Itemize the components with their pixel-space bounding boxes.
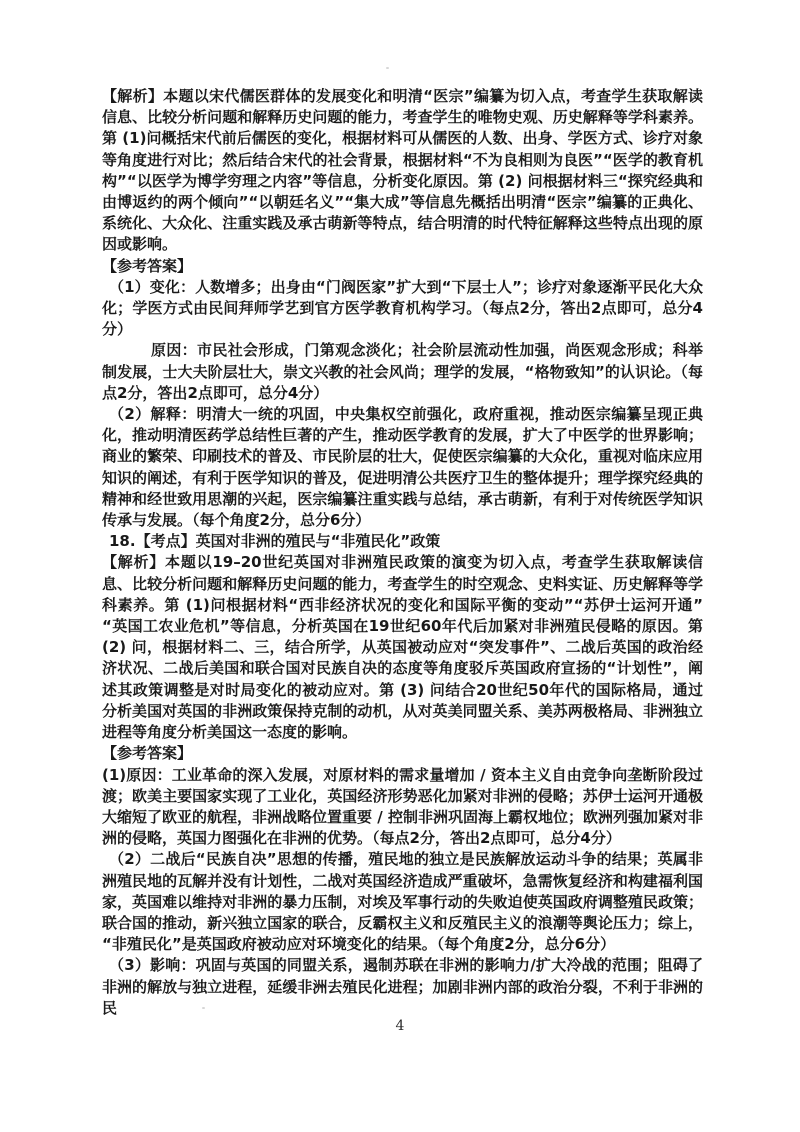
- q17-answer-part2-explanation: （2）解释：明清大一统的巩固，中央集权空前强化，政府重视，推动医宗编纂呈现正典化，推动明清医药学总结性巨著的产生，推动医学教育的发展，扩大了中医学的世界影响；商业的繁荣、印刷技术的普及、市民阶层的壮大，促使医宗编纂的大众化，重视对临床应用知识的阐述，有利于医学知识的普及，促进明清公共医疗卫生的整体提升；理学探究经典的精神和经世致用思潮的兴起，医宗编纂注重实践与总结，承古萌新，有利于对传统医学知识传承与发展。（每个角度2分，总分6分）: [102, 405, 703, 530]
- q18-answer-part1-reasons: (1)原因：工业革命的深入发展，对原材料的需求量增加 / 资本主义自由竞争向垄断阶段过渡；欧美主要国家实现了工业化，英国经济形势恶化加紧对非洲的侵略；苏伊士运河开通极大缩短了欧亚的航程，非洲战略位置重要 / 控制非洲巩固海上霸权地位；欧洲列强加紧对非洲的侵略，英国力图强化在非洲的优势。（每点2分，答出2点即可，总分4分）: [102, 765, 703, 848]
- q18-answer-part2-decolonization: （2）二战后“民族自决”思想的传播，殖民地的独立是民族解放运动斗争的结果；英属非洲殖民地的瓦解并没有计划性，二战对英国经济造成严重破坏，急需恢复经济和构建福利国家，英国难以维持对非洲的暴力压制，对埃及军事行动的失败迫使英国政府调整殖民政策；联合国的推动，新兴独立国家的联合，反霸权主义和反殖民主义的浪潮等舆论压力；综上，“非殖民化”是英国政府被动应对环境变化的结果。（每个角度2分，总分6分）: [102, 850, 703, 954]
- q17-reference-answer-label: 【参考答案】: [102, 256, 193, 275]
- scan-speck: [386, 67, 389, 69]
- page-number: 4: [395, 1018, 405, 1034]
- q17-answer-part1-reasons: 原因：市民社会形成，门第观念淡化；社会阶层流动性加强，尚医观念形成；科举制发展，士大夫阶层壮大，崇文兴教的社会风尚；理学的发展，“格物致知”的认识论。（每点2分，答出2点即可，总分4分）: [102, 341, 703, 402]
- q18-reference-answer-label: 【参考答案】: [102, 744, 193, 763]
- q18-answer-part3-impact: （3）影响：巩固与英国的同盟关系，遏制苏联在非洲的影响力/扩大冷战的范围；阻碍了非洲的解放与独立进程，延缓非洲去殖民化进程；加剧非洲内部的政治分裂，不利于非洲的民: [102, 956, 703, 1017]
- scan-speck: [202, 1007, 205, 1009]
- q17-answer-part1-changes: （1）变化：人数增多；出身由“门阀医家”扩大到“下层士人”；诊疗对象逐渐平民化大众化；学医方式由民间拜师学艺到官方医学教育机构学习。（每点2分，答出2点即可，总分4分）: [102, 277, 703, 339]
- answer-key-text-block: [102, 86, 703, 1019]
- q18-topic-heading: 18.【考点】英国对非洲的殖民与“非殖民化”政策: [109, 532, 441, 551]
- q17-analysis-paragraph: 【解析】本题以宋代儒医群体的发展变化和明清“医宗”编纂为切入点，考查学生获取解读信息、比较分析问题和解释历史问题的能力，考查学生的唯物史观、历史解释等学科素养。第 (1)问概括宋代前后儒医的变化，根据材料可从儒医的人数、出身、学医方式、诊疗对象等角度进行对比；然后结合宋代的社会背景，根据材料“不为良相则为良医”“医学的教育机构”“以医学为博学穷理之内容”等信息，分析变化原因。第 (2) 问根据材料三“探究经典和由博返约的两个倾向”“以朝廷名义”“集大成”等信息先概括出明清“医宗”编纂的正典化、系统化、大众化、注重实践及承古萌新等特点，结合明清的时代特征解释这些特点出现的原因或影响。: [102, 87, 703, 254]
- q18-analysis-paragraph: 【解析】本题以19–20世纪英国对非洲殖民政策的演变为切入点，考查学生获取解读信息、比较分析问题和解释历史问题的能力，考查学生的时空观念、史料实证、历史解释等学科素养。第 (1)问根据材料“西非经济状况的变化和国际平衡的变动”“苏伊士运河开通”“英国工农业危机”等信息，分析英国在19世纪60年代后加紧对非洲殖民侵略的原因。第 (2) 问，根据材料二、三，结合所学，从英国被动应对“突发事件”、二战后英国的政治经济状况、二战后美国和联合国对民族自决的态度等角度驳斥英国政府宣扬的“计划性”，阐述其政策调整是对时局变化的被动应对。第 (3) 问结合20世纪50年代的国际格局，通过分析美国对英国的非洲政策保持克制的动机，从对英美同盟关系、美苏两极格局、非洲独立进程等角度分析美国这一态度的影响。: [102, 553, 703, 742]
